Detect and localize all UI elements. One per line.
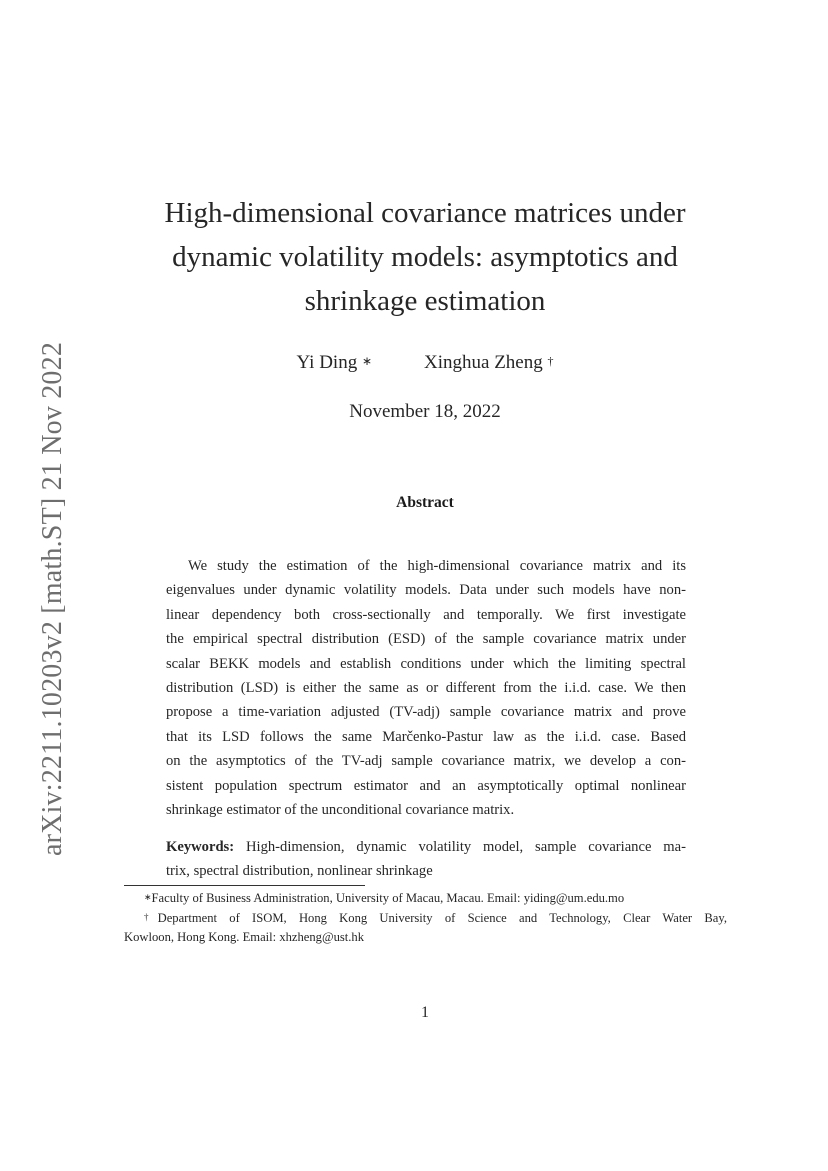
abstract-line: linear dependency both cross-sectionally and temporally. We first investigate [166,606,686,623]
keywords-label: Keywords: [166,839,235,855]
arxiv-identifier-stamp: arXiv:2211.10203v2 [math.ST] 21 Nov 2022 [37,341,68,856]
title-line: shrinkage estimation [304,285,546,317]
abstract-line: sistent population spectrum estimator and an asymptotically optimal nonlinear [166,777,686,794]
author-list [120,352,730,374]
footnote-2 [124,909,727,929]
footnote-mark: † [547,354,554,368]
keywords-section [166,835,686,883]
page-number: 1 [421,1004,429,1021]
abstract-line: shrinkage estimator of the unconditional covariance matrix. [166,801,515,818]
footnote-1 [124,889,727,909]
title-line: dynamic volatility models: asymptotics and [172,241,678,273]
keywords-text: High-dimension, dynamic volatility model, sample covariance ma- [245,839,686,855]
abstract-line: distribution (LSD) is either the same as or different from the i.i.d. case. We then [166,679,686,696]
abstract-body [166,554,686,822]
footnote-text: Faculty of Business Administration, University of Macau, Macau. Email: yiding@um.edu.mo [151,891,625,905]
publication-date: November 18, 2022 [349,401,501,422]
abstract-line: that its LSD follows the same Marčenko-Pastur law as the i.i.d. case. Based [166,728,686,745]
paper-title [120,191,730,323]
title-line: High-dimensional covariance matrices under [164,197,686,229]
footnote-mark: ∗ [361,354,373,368]
abstract-line: scalar BEKK models and establish conditions under which the limiting spectral [166,655,686,672]
footnote-mark: † [144,911,158,922]
author-name: Yi Ding [296,352,358,373]
keywords-line [166,835,686,859]
abstract-line: eigenvalues under dynamic volatility models. Data under such models have non- [166,582,686,599]
abstract-line: on the asymptotics of the TV-adj sample covariance matrix, we develop a con- [166,753,686,770]
footnote-divider [124,885,365,886]
keywords-line: trix, spectral distribution, nonlinear shrinkage [166,863,433,879]
footnote-text: Department of ISOM, Hong Kong University of Science and Technology, Clear Water Bay, [157,910,727,925]
abstract-heading: Abstract [396,494,454,511]
abstract-line: the empirical spectral distribution (ESD) of the sample covariance matrix under [166,631,686,648]
footnote-2-continued: Kowloon, Hong Kong. Email: xhzheng@ust.hk [124,930,365,944]
author-2 [424,352,553,374]
author-name: Xinghua Zheng [424,352,543,373]
footnotes [124,889,727,948]
abstract-line: We study the estimation of the high-dimensional covariance matrix and its [188,558,686,574]
abstract-line: propose a time-variation adjusted (TV-adj) sample covariance matrix and prove [166,704,686,721]
author-1 [297,352,373,374]
footnote-mark: ∗ [144,892,152,902]
